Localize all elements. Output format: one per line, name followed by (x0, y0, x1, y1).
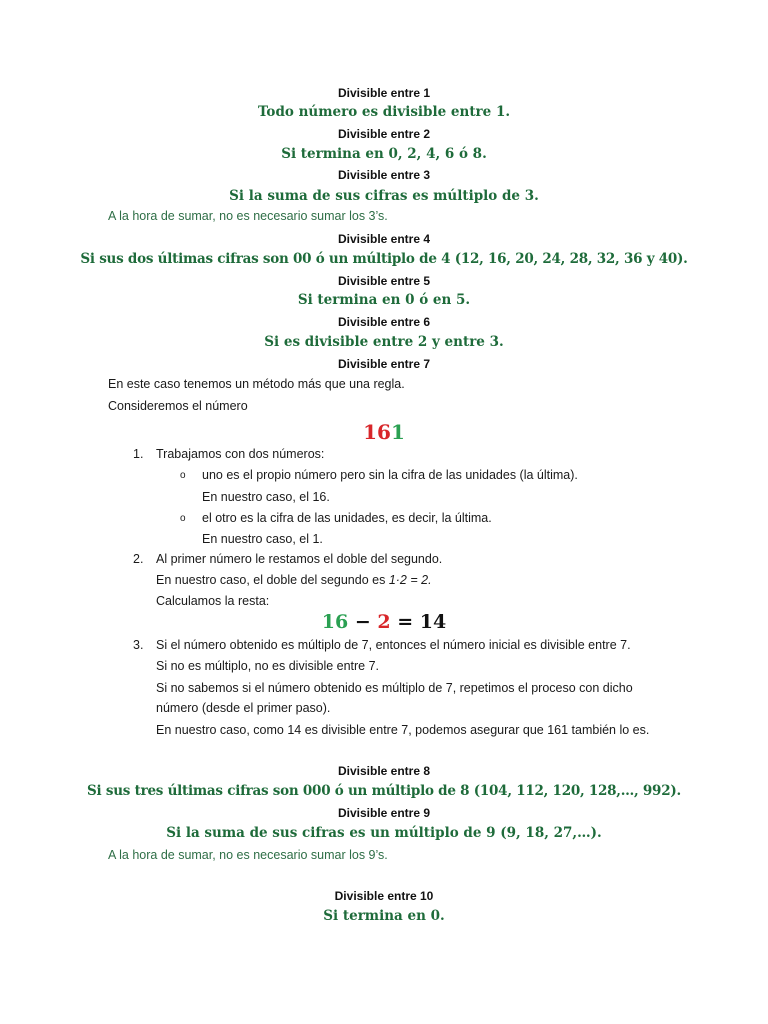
heading-divisible-2: Divisible entre 2 (337, 127, 431, 141)
heading-divisible-9: Divisible entre 9 (337, 806, 431, 820)
rule-divisible-9: Si la suma de sus cifras es un múltiplo de 9 (9, 18, 27,…). (166, 825, 602, 841)
step-1-text: Trabajamos con dos números: (156, 447, 325, 461)
rule-divisible-2: Si termina en 0, 2, 4, 6 ó 8. (281, 146, 487, 162)
seven-intro-line-1: En este caso tenemos un método más que una regla. (108, 377, 405, 391)
example-number-part-1: 1 (390, 420, 405, 444)
step-1-marker: 1. (133, 447, 144, 461)
note-divisible-3: A la hora de sumar, no es necesario sumar los 3’s. (108, 209, 388, 223)
rule-divisible-6: Si es divisible entre 2 y entre 3. (264, 334, 504, 350)
step-3-line-5: En nuestro caso, como 14 es divisible entre 7, podemos asegurar que 161 también lo es. (156, 723, 650, 737)
sub-item-2-detail: En nuestro caso, el 1. (202, 532, 323, 546)
rule-divisible-4: Si sus dos últimas cifras son 00 ó un múltiplo de 4 (12, 16, 20, 24, 28, 32, 36 y 40). (80, 251, 688, 267)
step-3-line-3: Si no sabemos si el número obtenido es múltiplo de 7, repetimos el proceso con dicho (156, 681, 633, 695)
heading-divisible-8: Divisible entre 8 (337, 764, 431, 778)
seven-intro-line-2: Consideremos el número (108, 399, 248, 413)
rule-divisible-8: Si sus tres últimas cifras son 000 ó un múltiplo de 8 (104, 112, 120, 128,…, 992). (87, 783, 681, 799)
step-2-line-2 (156, 573, 432, 587)
equation-minus-sign: − (354, 611, 371, 633)
heading-divisible-1: Divisible entre 1 (337, 86, 431, 100)
sub-item-2-text: el otro es la cifra de las unidades, es decir, la última. (202, 511, 492, 525)
rule-divisible-3: Si la suma de sus cifras es múltiplo de 3. (229, 188, 539, 204)
subtraction-equation (0, 611, 768, 633)
step-2-line-3: Calculamos la resta: (156, 594, 270, 608)
heading-divisible-10: Divisible entre 10 (334, 889, 434, 903)
heading-divisible-4: Divisible entre 4 (337, 232, 431, 246)
equation-minuend: 16 (321, 611, 349, 633)
note-divisible-9: A la hora de sumar, no es necesario sumar los 9’s. (108, 848, 388, 862)
rule-divisible-10: Si termina en 0. (323, 908, 445, 924)
step-3-text: Si el número obtenido es múltiplo de 7, entonces el número inicial es divisible entre 7. (156, 638, 631, 652)
example-number-part-16: 16 (363, 420, 391, 444)
sub-item-1-detail: En nuestro caso, el 16. (202, 490, 330, 504)
heading-divisible-3: Divisible entre 3 (337, 168, 431, 182)
step-3-line-2: Si no es múltiplo, no es divisible entre 7. (156, 659, 380, 673)
heading-divisible-5: Divisible entre 5 (337, 274, 431, 288)
heading-divisible-7: Divisible entre 7 (337, 357, 431, 371)
sub-item-1-text: uno es el propio número pero sin la cifra de las unidades (la última). (202, 468, 578, 482)
step-2-marker: 2. (133, 552, 144, 566)
heading-divisible-6: Divisible entre 6 (337, 315, 431, 329)
equation-subtrahend: 2 (377, 611, 391, 633)
rule-divisible-1: Todo número es divisible entre 1. (257, 104, 511, 120)
step-2-line-2-text: En nuestro caso, el doble del segundo es (156, 573, 389, 587)
equation-result: 14 (419, 611, 447, 633)
step-3-line-4: número (desde el primer paso). (156, 701, 331, 715)
sub-bullet-2-icon: o (180, 513, 186, 524)
rule-divisible-5: Si termina en 0 ó en 5. (297, 292, 471, 308)
equation-equals-sign: = (397, 611, 414, 633)
step-3-marker: 3. (133, 638, 144, 652)
sub-bullet-1-icon: o (180, 470, 186, 481)
example-number-161 (0, 420, 768, 444)
step-2-math: 1·2 = 2. (388, 573, 432, 587)
step-2-text: Al primer número le restamos el doble del segundo. (156, 552, 443, 566)
